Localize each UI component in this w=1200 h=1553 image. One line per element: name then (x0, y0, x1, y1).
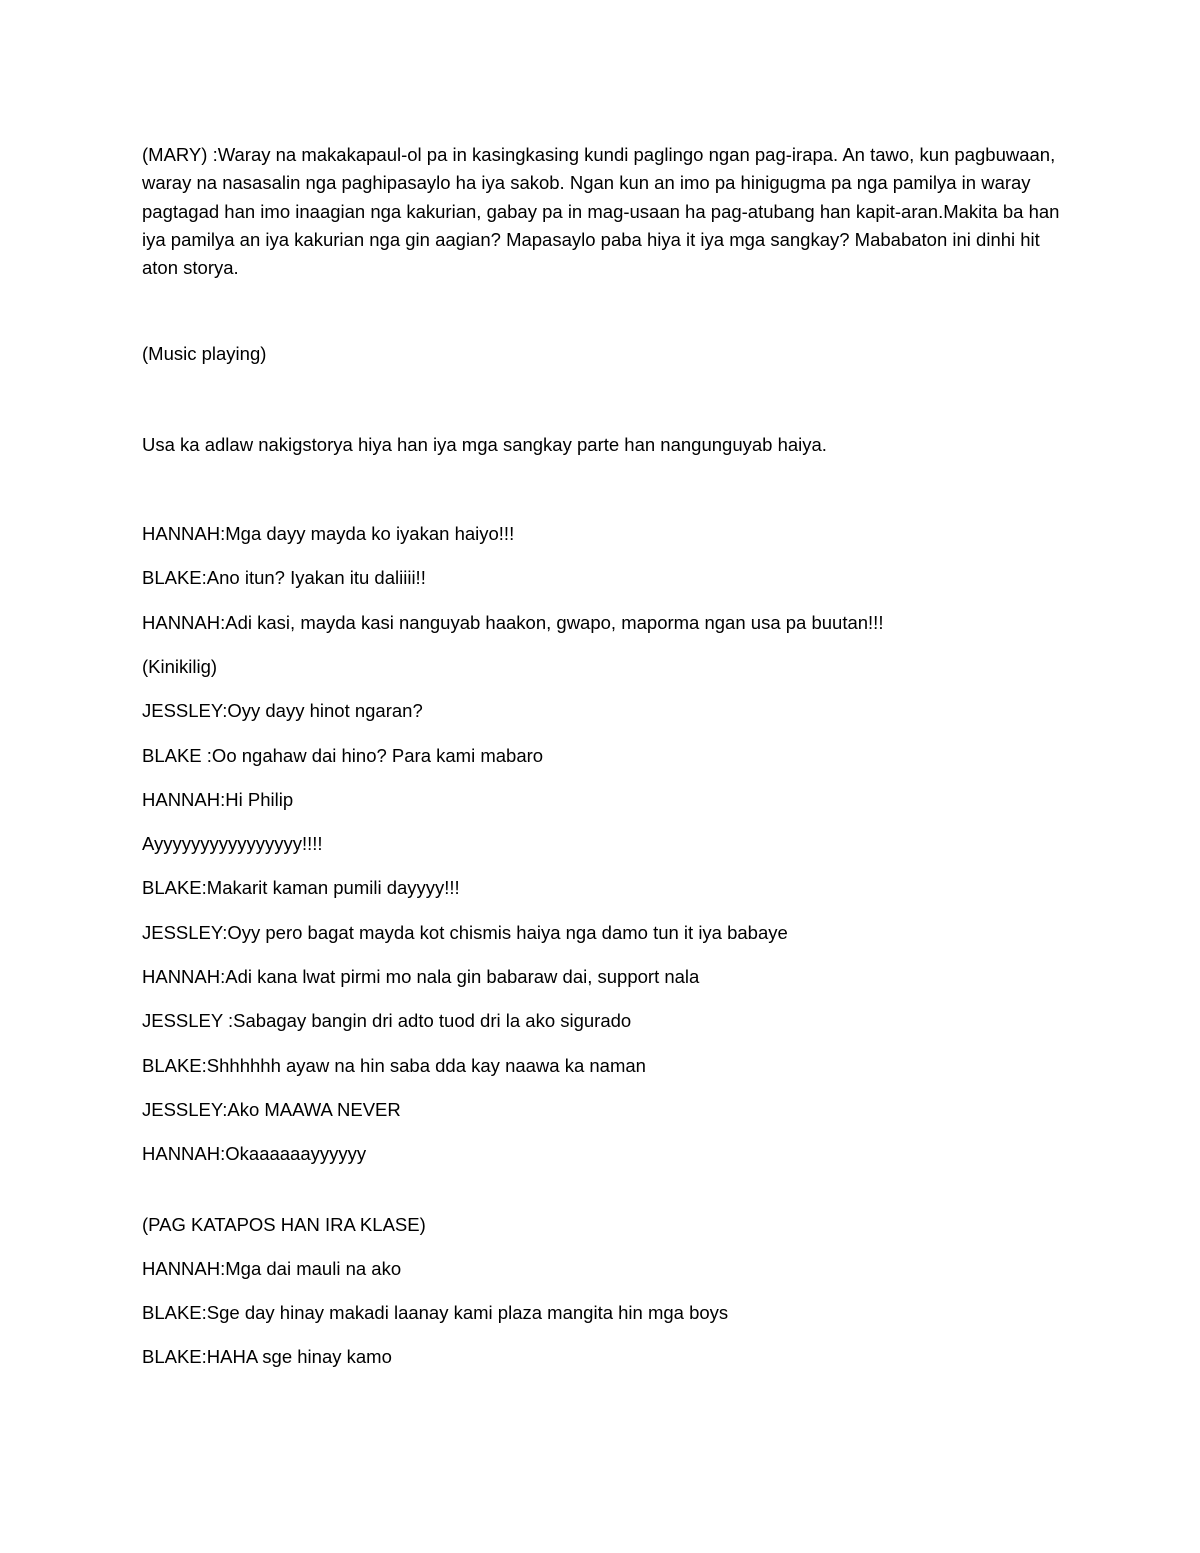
dialogue-line: HANNAH:Adi kana lwat pirmi mo nala gin babaraw dai, support nala (142, 966, 700, 988)
scene-heading: (PAG KATAPOS HAN IRA KLASE) (142, 1213, 426, 1235)
dialogue-line: JESSLEY:Ako MAAWA NEVER (142, 1098, 401, 1120)
intro-paragraph: (MARY) :Waray na makakapaul-ol pa in kasingkasing kundi paglingo ngan pag-irapa. An tawo, kun pagbuwaan, waray na nasasalin nga paghipasaylo ha iya sakob. Ngan kun an imo pa hinigugma pa nga pamilya in waray pagtagad han imo inaagian nga kakurian, gabay pa in mag-usaan ha pag-atubang han kapit-aran.Makita ba han iya pamilya an iya kakurian nga gin aagian? Mapasaylo paba hiya it iya mga sangkay? Mababaton ini dinhi hit aton storya. (142, 144, 1060, 279)
scene-two-block (142, 1211, 1062, 1372)
music-cue: (Music playing) (142, 343, 267, 365)
dialogue-line: JESSLEY :Sabagay bangin dri adto tuod dri la ako sigurado (142, 1010, 632, 1032)
dialogue-line: JESSLEY:Oyy pero bagat mayda kot chismis haiya nga damo tun it iya babaye (142, 921, 788, 943)
stage-direction: (Kinikilig) (142, 655, 218, 677)
dialogue-line: HANNAH:Mga dayy mayda ko iyakan haiyo!!! (142, 523, 515, 545)
dialogue-line: BLAKE:HAHA sge hinay kamo (142, 1346, 392, 1368)
dialogue-line: HANNAH:Mga dai mauli na ako (142, 1257, 402, 1279)
dialogue-line: BLAKE:Sge day hinay makadi laanay kami plaza mangita hin mga boys (142, 1302, 729, 1324)
narration-line: Usa ka adlaw nakigstorya hiya han iya mga sangkay parte han nangunguyab haiya. (142, 433, 827, 455)
dialogue-line: JESSLEY:Oyy dayy hinot ngaran? (142, 700, 423, 722)
dialogue-line: HANNAH:Okaaaaaayyyyyy (142, 1143, 367, 1165)
dialogue-line: BLAKE:Ano itun? Iyakan itu daliiii!! (142, 567, 426, 589)
dialogue-line: BLAKE:Shhhhhh ayaw na hin saba dda kay naawa ka naman (142, 1054, 646, 1076)
dialogue-line: HANNAH:Adi kasi, mayda kasi nanguyab haakon, gwapo, maporma ngan usa pa buutan!!! (142, 611, 884, 633)
dialogue-line: BLAKE :Oo ngahaw dai hino? Para kami mabaro (142, 744, 544, 766)
dialogue-line: Ayyyyyyyyyyyyyyyy!!!! (142, 833, 323, 855)
dialogue-line: BLAKE:Makarit kaman pumili dayyyy!!! (142, 877, 460, 899)
dialogue-block (142, 520, 1062, 1168)
document-body (142, 141, 1062, 1388)
dialogue-line: HANNAH:Hi Philip (142, 788, 294, 810)
